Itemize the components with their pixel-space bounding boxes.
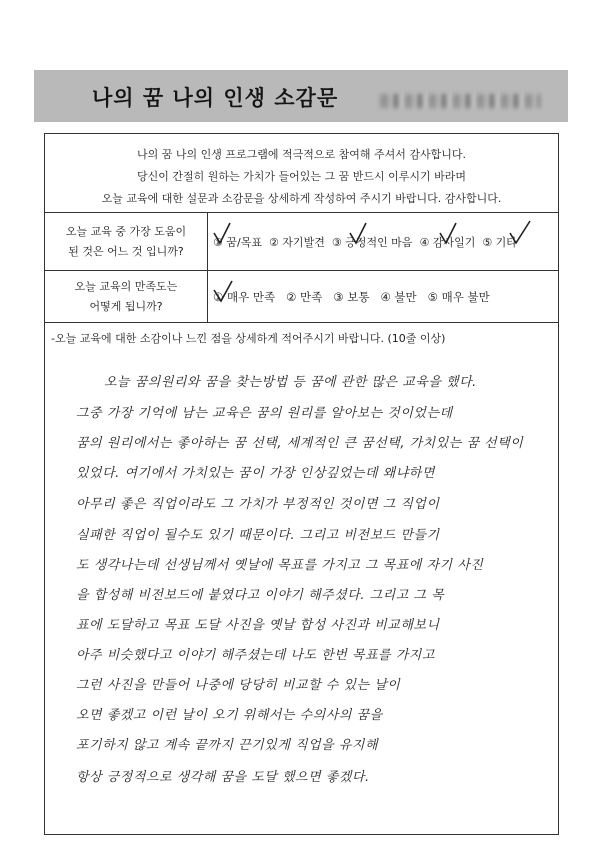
essay-prompt: -오늘 교육에 대한 소감이나 느낀 점을 상세하게 적어주시기 바랍니다. (10줄 이상) (51, 332, 446, 345)
intro-line-2: 당신이 간절히 원하는 가치가 들어있는 그 꿈 반드시 이루시기 바라며 (137, 170, 466, 183)
essay-line: 아무리 좋은 직업이라도 그 가치가 부정적인 것이면 그 직업이 (76, 497, 440, 512)
q2-option-1[interactable]: ① 매우 만족 (213, 289, 276, 304)
q1-check-marks (208, 219, 548, 249)
essay-line: 항상 긍정적으로 생각해 꿈을 도달 했으면 좋겠다. (76, 770, 370, 785)
essay-line: 오늘 꿈의원리와 꿈을 찾는방법 등 꿈에 관한 많은 교육을 했다. (104, 375, 477, 390)
question-2-options (213, 271, 501, 322)
essay-line: 포기하지 않고 계속 끝까지 끈기있게 직업을 유지해 (76, 738, 379, 753)
page-title: 나의 꿈 나의 인생 소감문 (92, 86, 339, 110)
question-1-text (45, 213, 208, 270)
essay-line: 실패한 직업이 될수도 있기 때문이다. 그리고 비전보드 만들기 (76, 528, 440, 543)
check-mark-icon (350, 223, 366, 243)
q2-option-4[interactable]: ④ 불만 (380, 289, 417, 304)
q2-option-3[interactable]: ③ 보통 (333, 289, 370, 304)
question-2-row (45, 271, 558, 323)
q1-option-4[interactable]: ④ 감사일기 (419, 235, 476, 249)
q1-option-2[interactable]: ② 자기발견 (268, 235, 325, 249)
q2-check-mark (210, 278, 240, 308)
intro-line-3: 오늘 교육에 대한 설문과 소감문을 상세하게 작성하여 주시기 바랍니다. 감사합니다. (101, 192, 502, 205)
essay-line: 그중 가장 기억에 남는 교육은 꿈의 원리를 알아보는 것이었는데 (76, 406, 453, 421)
q2-option-2[interactable]: ② 만족 (286, 289, 323, 304)
intro-line-1: 나의 꿈 나의 인생 프로그램에 적극적으로 참여해 주셔서 감사합니다. (137, 148, 466, 161)
essay-line: 그런 사진을 만들어 나중에 당당히 비교할 수 있는 날이 (76, 678, 401, 693)
q1-option-3[interactable]: ③ 긍정적인 마음 (331, 235, 413, 249)
essay-line: 꿈의 원리에서는 좋아하는 꿈 선택, 세계적인 큰 꿈선택, 가치있는 꿈 선택이 (76, 436, 524, 451)
check-mark-icon (214, 281, 232, 301)
redacted-name (380, 94, 540, 108)
intro-section (45, 134, 558, 213)
q2-option-5[interactable]: ⑤ 매우 불만 (427, 289, 490, 304)
check-mark-icon (440, 223, 456, 243)
essay-line: 있었다. 여기에서 가치있는 꿈이 가장 인상깊었는데 왜냐하면 (76, 466, 435, 481)
essay-line: 표에 도달하고 목표 도달 사진을 옛날 합성 사진과 비교해보니 (76, 618, 440, 633)
essay-line: 아주 비슷했다고 이야기 해주셨는데 나도 한번 목표를 가지고 (76, 648, 435, 663)
question-2-text (45, 271, 208, 322)
essay-line: 을 합성해 비전보드에 붙였다고 이야기 해주셨다. 그리고 그 목 (76, 588, 445, 603)
essay-line: 오면 좋겠고 이런 날이 오기 위해서는 수의사의 꿈을 (76, 708, 383, 723)
check-mark-icon (510, 221, 530, 243)
essay-line: 도 생각나는데 선생님께서 옛날에 목표를 가지고 그 목표에 자기 사진 (76, 558, 484, 573)
question-2-line-1: 오늘 교육의 만족도는 (74, 279, 178, 293)
q1-option-1[interactable]: ① 꿈/목표 (213, 235, 262, 249)
q1-option-5[interactable]: ⑤ 기타 (482, 235, 517, 249)
question-2-line-2: 어떻게 됩니까? (89, 299, 163, 313)
check-mark-icon (214, 223, 230, 243)
question-1-line-1: 오늘 교육 중 가장 도움이 (65, 224, 187, 238)
question-1-line-2: 된 것은 어느 것 입니까? (68, 244, 184, 258)
